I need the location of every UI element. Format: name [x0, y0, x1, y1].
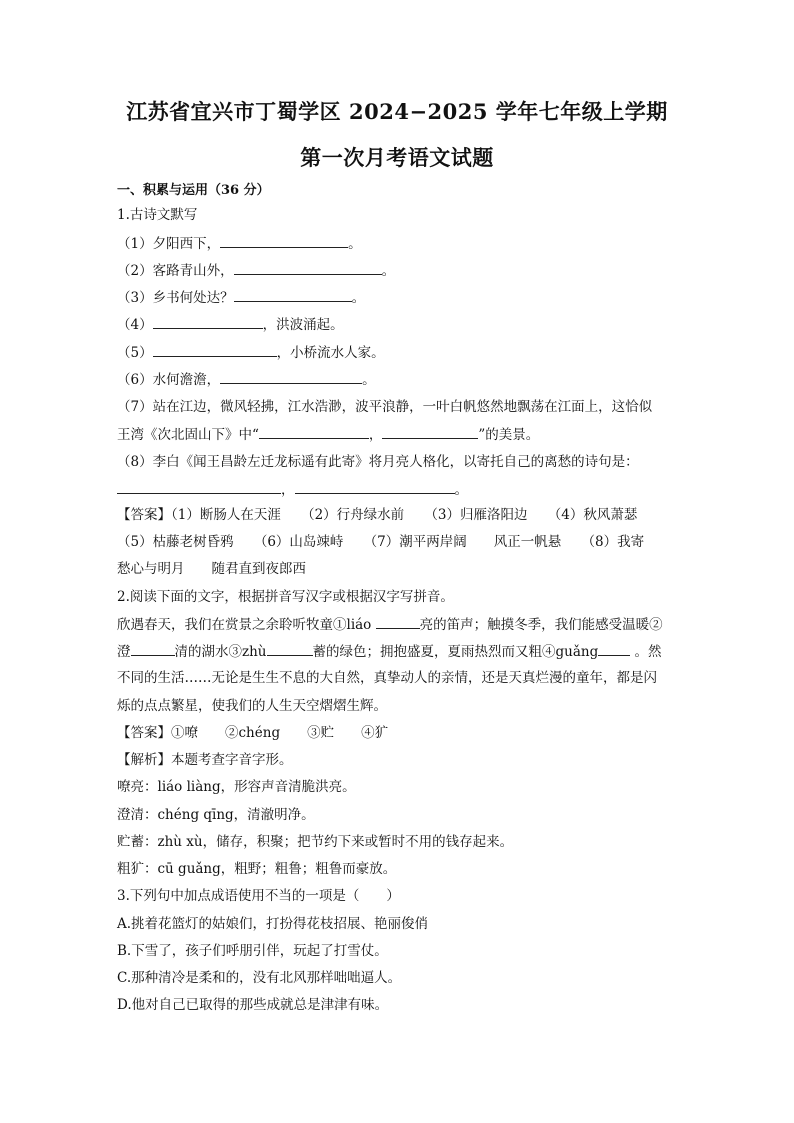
q2-analysis-item: 粗犷：cū guǎng，粗野；粗鲁；粗鲁而豪放。: [117, 861, 397, 877]
answer-blank[interactable]: [259, 424, 369, 439]
q1-item-5: （5） ，小桥流水人家。: [117, 342, 385, 363]
q1-item-8-line1: （8）李白《闻王昌龄左迁龙标遥有此寄》将月亮人格化，以寄托自己的离愁的诗句是：: [117, 454, 639, 470]
q2-heading: 2.阅读下面的文字，根据拼音写汉字或根据汉字写拼音。: [117, 589, 454, 605]
answer-blank[interactable]: [234, 287, 352, 302]
q1-item-8-line2: ， 。: [117, 479, 468, 500]
q1-item-4: （4） ，洪波涌起。: [117, 314, 344, 335]
answer-blank[interactable]: [267, 641, 313, 656]
q3-option-c: C.那种清冷是柔和的，没有北风那样咄咄逼人。: [117, 970, 402, 986]
answer-blank[interactable]: [220, 233, 348, 248]
q1-item-3: （3）乡书何处达？ 。: [117, 287, 365, 308]
q1-answer-line3: 愁心与明月 随君直到夜郎西: [117, 561, 306, 577]
q2-analysis: 【解析】本题考查字音字形。: [117, 752, 293, 768]
q2-passage-line2: 澄 清的湖水③zhù 蓄的绿色；拥抱盛夏，夏雨热烈而又粗④guǎng 。然: [117, 641, 662, 662]
q1-item-1: （1）夕阳西下， 。: [117, 233, 362, 254]
q2-analysis-item: 嘹亮：liáo liàng，形容声音清脆洪亮。: [117, 779, 356, 795]
answer-blank[interactable]: [382, 424, 478, 439]
q1-heading: 1.古诗文默写: [117, 207, 198, 223]
section-heading: 一、积累与运用（36 分）: [117, 183, 270, 198]
answer-blank[interactable]: [295, 479, 455, 494]
answer-blank[interactable]: [153, 314, 263, 329]
q2-analysis-item: 澄清：chéng qīng，清澈明净。: [117, 807, 315, 823]
exam-title-line2: 第一次月考语文试题: [300, 145, 494, 170]
q2-answer: 【答案】①嘹 ②chéng ③贮 ④犷: [117, 725, 389, 741]
q2-analysis-item: 贮蓄：zhù xù，储存，积聚；把节约下来或暂时不用的钱存起来。: [117, 834, 514, 850]
q2-passage-line1: 欣遇春天，我们在赏景之余聆听牧童①liáo 亮的笛声；触摸冬季，我们能感受温暖②: [117, 614, 663, 635]
q3-option-d: D.他对自己已取得的那些成就总是津津有味。: [117, 997, 389, 1013]
q1-answer-line1: 【答案】（1）断肠人在天涯 （2）行舟绿水前 （3）归雁洛阳边 （4）秋风萧瑟: [117, 507, 638, 523]
answer-blank[interactable]: [131, 641, 175, 656]
answer-blank[interactable]: [234, 260, 382, 275]
q1-answer-line2: （5）枯藤老树昏鸦 （6）山岛竦峙 （7）潮平两岸阔 风正一帆悬 （8）我寄: [117, 534, 645, 550]
q1-item-6: （6）水何澹澹， 。: [117, 369, 376, 390]
q3-option-b: B.下雪了，孩子们呼朋引伴，玩起了打雪仗。: [117, 943, 388, 959]
q1-item-7-line2: 王湾《次北固山下》中“ ， ”的美景。: [117, 424, 539, 445]
q3-option-a: A.挑着花篮灯的姑娘们，打扮得花枝招展、艳丽俊俏: [117, 916, 429, 932]
answer-blank[interactable]: [598, 641, 630, 656]
answer-blank[interactable]: [220, 369, 362, 384]
q3-heading: 3.下列句中加点成语使用不当的一项是（ ）: [117, 888, 400, 904]
answer-blank[interactable]: [376, 614, 420, 629]
answer-blank[interactable]: [153, 342, 277, 357]
answer-blank[interactable]: [117, 479, 281, 494]
q2-passage-line4: 烁的点点繁星，使我们的人生天空熠熠生辉。: [117, 698, 387, 714]
q1-item-7-line1: （7）站在江边，微风轻拂，江水浩渺，波平浪静，一叶白帆悠然地飘荡在江面上，这恰似: [117, 399, 653, 415]
q1-item-2: （2）客路青山外， 。: [117, 260, 395, 281]
exam-title-line1: 江苏省宜兴市丁蜀学区 2024−2025 学年七年级上学期: [126, 99, 668, 124]
q2-passage-line3: 不同的生活……无论是生生不息的大自然，真挚动人的亲情，还是天真烂漫的童年，都是闪: [117, 670, 657, 686]
